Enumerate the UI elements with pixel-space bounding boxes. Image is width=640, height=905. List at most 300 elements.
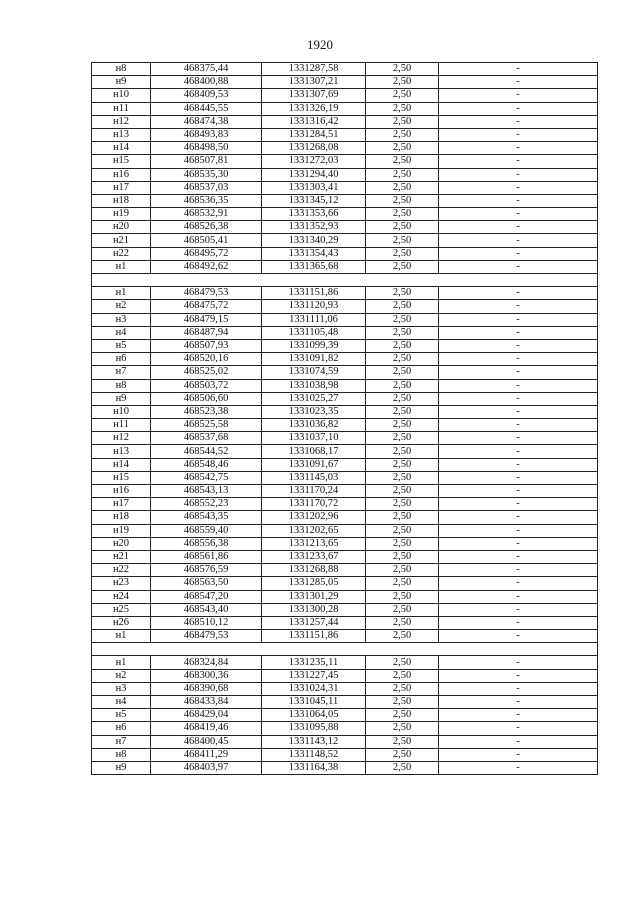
note-cell: - [439,353,598,366]
y-coordinate-cell: 1331068,17 [262,445,366,458]
point-name-cell: н23 [92,577,151,590]
table-row [92,616,598,629]
x-coordinate-cell: 468445,55 [151,102,262,115]
point-name-cell: н20 [92,537,151,550]
note-cell: - [439,709,598,722]
x-coordinate-cell: 468559,40 [151,524,262,537]
table-row [92,287,598,300]
point-name-cell: н8 [92,748,151,761]
point-name-cell: н14 [92,458,151,471]
note-cell: - [439,102,598,115]
x-coordinate-cell: 468493,83 [151,128,262,141]
point-name-cell: н26 [92,616,151,629]
point-name-cell: н17 [92,181,151,194]
y-coordinate-cell: 1331213,65 [262,537,366,550]
accuracy-cell: 2,50 [366,511,439,524]
x-coordinate-cell: 468498,50 [151,142,262,155]
accuracy-cell: 2,50 [366,419,439,432]
y-coordinate-cell: 1331091,82 [262,353,366,366]
table-row [92,550,598,563]
note-cell: - [439,142,598,155]
point-name-cell: н22 [92,247,151,260]
note-cell: - [439,498,598,511]
accuracy-cell: 2,50 [366,366,439,379]
note-cell: - [439,761,598,774]
accuracy-cell: 2,50 [366,76,439,89]
accuracy-cell: 2,50 [366,379,439,392]
point-name-cell: н11 [92,419,151,432]
table-row [92,498,598,511]
accuracy-cell: 2,50 [366,445,439,458]
y-coordinate-cell: 1331045,11 [262,696,366,709]
x-coordinate-cell: 468507,81 [151,155,262,168]
point-name-cell: н20 [92,221,151,234]
x-coordinate-cell: 468520,16 [151,353,262,366]
block-separator-cell [92,274,598,287]
block-separator-row [92,274,598,287]
note-cell: - [439,247,598,260]
note-cell: - [439,616,598,629]
x-coordinate-cell: 468479,53 [151,287,262,300]
note-cell: - [439,194,598,207]
table-row [92,458,598,471]
x-coordinate-cell: 468576,59 [151,564,262,577]
y-coordinate-cell: 1331340,29 [262,234,366,247]
y-coordinate-cell: 1331023,35 [262,405,366,418]
x-coordinate-cell: 468506,60 [151,392,262,405]
accuracy-cell: 2,50 [366,339,439,352]
x-coordinate-cell: 468552,23 [151,498,262,511]
point-name-cell: н12 [92,115,151,128]
point-name-cell: н19 [92,208,151,221]
table-row [92,590,598,603]
y-coordinate-cell: 1331365,68 [262,260,366,273]
table-row [92,419,598,432]
accuracy-cell: 2,50 [366,142,439,155]
point-name-cell: н25 [92,603,151,616]
point-name-cell: н13 [92,445,151,458]
note-cell: - [439,511,598,524]
table-row [92,155,598,168]
y-coordinate-cell: 1331064,05 [262,709,366,722]
y-coordinate-cell: 1331148,52 [262,748,366,761]
accuracy-cell: 2,50 [366,102,439,115]
note-cell: - [439,313,598,326]
y-coordinate-cell: 1331151,86 [262,630,366,643]
y-coordinate-cell: 1331170,72 [262,498,366,511]
table-row [92,761,598,774]
accuracy-cell: 2,50 [366,89,439,102]
note-cell: - [439,432,598,445]
y-coordinate-cell: 1331287,58 [262,63,366,76]
x-coordinate-cell: 468532,91 [151,208,262,221]
accuracy-cell: 2,50 [366,326,439,339]
point-name-cell: н2 [92,300,151,313]
block-separator-row [92,643,598,656]
note-cell: - [439,221,598,234]
accuracy-cell: 2,50 [366,471,439,484]
y-coordinate-cell: 1331202,96 [262,511,366,524]
y-coordinate-cell: 1331235,11 [262,656,366,669]
y-coordinate-cell: 1331143,12 [262,735,366,748]
accuracy-cell: 2,50 [366,550,439,563]
table-row [92,392,598,405]
table-row [92,511,598,524]
point-name-cell: н9 [92,392,151,405]
x-coordinate-cell: 468544,52 [151,445,262,458]
table-row [92,696,598,709]
table-row [92,128,598,141]
accuracy-cell: 2,50 [366,194,439,207]
note-cell: - [439,260,598,273]
point-name-cell: н8 [92,63,151,76]
note-cell: - [439,669,598,682]
y-coordinate-cell: 1331233,67 [262,550,366,563]
point-name-cell: н1 [92,630,151,643]
accuracy-cell: 2,50 [366,603,439,616]
point-name-cell: н9 [92,76,151,89]
table-row [92,735,598,748]
y-coordinate-cell: 1331345,12 [262,194,366,207]
point-name-cell: н3 [92,313,151,326]
note-cell: - [439,564,598,577]
accuracy-cell: 2,50 [366,168,439,181]
x-coordinate-cell: 468525,02 [151,366,262,379]
x-coordinate-cell: 468548,46 [151,458,262,471]
note-cell: - [439,155,598,168]
x-coordinate-cell: 468556,38 [151,537,262,550]
y-coordinate-cell: 1331285,05 [262,577,366,590]
accuracy-cell: 2,50 [366,590,439,603]
accuracy-cell: 2,50 [366,392,439,405]
y-coordinate-cell: 1331294,40 [262,168,366,181]
table-row [92,471,598,484]
accuracy-cell: 2,50 [366,221,439,234]
point-name-cell: н1 [92,287,151,300]
y-coordinate-cell: 1331024,31 [262,682,366,695]
point-name-cell: н1 [92,656,151,669]
x-coordinate-cell: 468390,68 [151,682,262,695]
y-coordinate-cell: 1331164,38 [262,761,366,774]
y-coordinate-cell: 1331272,03 [262,155,366,168]
accuracy-cell: 2,50 [366,616,439,629]
table-row [92,405,598,418]
point-name-cell: н14 [92,142,151,155]
point-name-cell: н19 [92,524,151,537]
y-coordinate-cell: 1331151,86 [262,287,366,300]
coordinates-table [91,62,598,775]
y-coordinate-cell: 1331227,45 [262,669,366,682]
y-coordinate-cell: 1331145,03 [262,471,366,484]
y-coordinate-cell: 1331316,42 [262,115,366,128]
note-cell: - [439,458,598,471]
accuracy-cell: 2,50 [366,669,439,682]
note-cell: - [439,366,598,379]
y-coordinate-cell: 1331303,41 [262,181,366,194]
point-name-cell: н5 [92,709,151,722]
x-coordinate-cell: 468510,12 [151,616,262,629]
accuracy-cell: 2,50 [366,234,439,247]
accuracy-cell: 2,50 [366,722,439,735]
y-coordinate-cell: 1331301,29 [262,590,366,603]
point-name-cell: н8 [92,379,151,392]
y-coordinate-cell: 1331268,08 [262,142,366,155]
y-coordinate-cell: 1331036,82 [262,419,366,432]
table-row [92,432,598,445]
note-cell: - [439,603,598,616]
x-coordinate-cell: 468507,93 [151,339,262,352]
accuracy-cell: 2,50 [366,353,439,366]
y-coordinate-cell: 1331038,98 [262,379,366,392]
table-row [92,537,598,550]
x-coordinate-cell: 468479,15 [151,313,262,326]
point-name-cell: н7 [92,366,151,379]
note-cell: - [439,682,598,695]
y-coordinate-cell: 1331095,88 [262,722,366,735]
accuracy-cell: 2,50 [366,115,439,128]
point-name-cell: н5 [92,339,151,352]
y-coordinate-cell: 1331354,43 [262,247,366,260]
point-name-cell: н6 [92,353,151,366]
point-name-cell: н15 [92,155,151,168]
accuracy-cell: 2,50 [366,313,439,326]
x-coordinate-cell: 468400,45 [151,735,262,748]
accuracy-cell: 2,50 [366,405,439,418]
x-coordinate-cell: 468505,41 [151,234,262,247]
y-coordinate-cell: 1331111,06 [262,313,366,326]
point-name-cell: н21 [92,550,151,563]
note-cell: - [439,379,598,392]
x-coordinate-cell: 468536,35 [151,194,262,207]
note-cell: - [439,656,598,669]
note-cell: - [439,128,598,141]
note-cell: - [439,89,598,102]
point-name-cell: н2 [92,669,151,682]
table-row [92,603,598,616]
block-separator-cell [92,643,598,656]
accuracy-cell: 2,50 [366,432,439,445]
point-name-cell: н10 [92,89,151,102]
x-coordinate-cell: 468503,72 [151,379,262,392]
note-cell: - [439,234,598,247]
table-row [92,445,598,458]
x-coordinate-cell: 468429,04 [151,709,262,722]
table-row [92,339,598,352]
note-cell: - [439,722,598,735]
accuracy-cell: 2,50 [366,287,439,300]
table-row [92,300,598,313]
table-row [92,142,598,155]
coordinates-table-body [92,63,598,775]
x-coordinate-cell: 468561,86 [151,550,262,563]
table-row [92,366,598,379]
note-cell: - [439,537,598,550]
y-coordinate-cell: 1331268,88 [262,564,366,577]
y-coordinate-cell: 1331284,51 [262,128,366,141]
y-coordinate-cell: 1331257,44 [262,616,366,629]
note-cell: - [439,696,598,709]
point-name-cell: н3 [92,682,151,695]
accuracy-cell: 2,50 [366,577,439,590]
x-coordinate-cell: 468433,84 [151,696,262,709]
x-coordinate-cell: 468475,72 [151,300,262,313]
x-coordinate-cell: 468547,20 [151,590,262,603]
note-cell: - [439,208,598,221]
x-coordinate-cell: 468523,38 [151,405,262,418]
x-coordinate-cell: 468543,13 [151,485,262,498]
accuracy-cell: 2,50 [366,748,439,761]
note-cell: - [439,419,598,432]
table-row [92,709,598,722]
point-name-cell: н13 [92,128,151,141]
accuracy-cell: 2,50 [366,155,439,168]
y-coordinate-cell: 1331025,27 [262,392,366,405]
table-row [92,208,598,221]
y-coordinate-cell: 1331120,93 [262,300,366,313]
accuracy-cell: 2,50 [366,696,439,709]
table-row [92,76,598,89]
point-name-cell: н6 [92,722,151,735]
table-row [92,260,598,273]
table-row [92,564,598,577]
y-coordinate-cell: 1331202,65 [262,524,366,537]
x-coordinate-cell: 468542,75 [151,471,262,484]
y-coordinate-cell: 1331105,48 [262,326,366,339]
point-name-cell: н22 [92,564,151,577]
y-coordinate-cell: 1331074,59 [262,366,366,379]
note-cell: - [439,471,598,484]
table-row [92,115,598,128]
table-row [92,313,598,326]
x-coordinate-cell: 468543,40 [151,603,262,616]
x-coordinate-cell: 468535,30 [151,168,262,181]
point-name-cell: н21 [92,234,151,247]
point-name-cell: н24 [92,590,151,603]
x-coordinate-cell: 468411,29 [151,748,262,761]
y-coordinate-cell: 1331307,69 [262,89,366,102]
point-name-cell: н4 [92,326,151,339]
point-name-cell: н18 [92,194,151,207]
x-coordinate-cell: 468474,38 [151,115,262,128]
note-cell: - [439,590,598,603]
x-coordinate-cell: 468537,03 [151,181,262,194]
note-cell: - [439,485,598,498]
x-coordinate-cell: 468479,53 [151,630,262,643]
y-coordinate-cell: 1331326,19 [262,102,366,115]
x-coordinate-cell: 468537,68 [151,432,262,445]
point-name-cell: н4 [92,696,151,709]
table-row [92,234,598,247]
table-row [92,577,598,590]
table-row [92,630,598,643]
point-name-cell: н17 [92,498,151,511]
accuracy-cell: 2,50 [366,247,439,260]
x-coordinate-cell: 468495,72 [151,247,262,260]
accuracy-cell: 2,50 [366,208,439,221]
note-cell: - [439,168,598,181]
point-name-cell: н16 [92,485,151,498]
table-row [92,89,598,102]
note-cell: - [439,339,598,352]
accuracy-cell: 2,50 [366,656,439,669]
x-coordinate-cell: 468375,44 [151,63,262,76]
note-cell: - [439,748,598,761]
table-row [92,669,598,682]
table-row [92,326,598,339]
y-coordinate-cell: 1331037,10 [262,432,366,445]
y-coordinate-cell: 1331353,66 [262,208,366,221]
y-coordinate-cell: 1331352,93 [262,221,366,234]
note-cell: - [439,115,598,128]
table-row [92,63,598,76]
table-row [92,524,598,537]
table-row [92,485,598,498]
x-coordinate-cell: 468324,84 [151,656,262,669]
accuracy-cell: 2,50 [366,630,439,643]
accuracy-cell: 2,50 [366,682,439,695]
accuracy-cell: 2,50 [366,761,439,774]
table-row [92,168,598,181]
accuracy-cell: 2,50 [366,485,439,498]
accuracy-cell: 2,50 [366,458,439,471]
page-number: 1920 [307,37,333,52]
note-cell: - [439,63,598,76]
table-row [92,194,598,207]
y-coordinate-cell: 1331091,67 [262,458,366,471]
x-coordinate-cell: 468403,97 [151,761,262,774]
point-name-cell: н18 [92,511,151,524]
point-name-cell: н9 [92,761,151,774]
point-name-cell: н7 [92,735,151,748]
note-cell: - [439,630,598,643]
accuracy-cell: 2,50 [366,63,439,76]
point-name-cell: н1 [92,260,151,273]
table-row [92,722,598,735]
y-coordinate-cell: 1331099,39 [262,339,366,352]
note-cell: - [439,181,598,194]
point-name-cell: н16 [92,168,151,181]
note-cell: - [439,326,598,339]
note-cell: - [439,300,598,313]
note-cell: - [439,524,598,537]
x-coordinate-cell: 468409,53 [151,89,262,102]
accuracy-cell: 2,50 [366,181,439,194]
point-name-cell: н10 [92,405,151,418]
accuracy-cell: 2,50 [366,564,439,577]
x-coordinate-cell: 468525,58 [151,419,262,432]
note-cell: - [439,550,598,563]
note-cell: - [439,287,598,300]
note-cell: - [439,577,598,590]
note-cell: - [439,735,598,748]
table-row [92,102,598,115]
point-name-cell: н15 [92,471,151,484]
table-row [92,353,598,366]
point-name-cell: н12 [92,432,151,445]
accuracy-cell: 2,50 [366,128,439,141]
accuracy-cell: 2,50 [366,709,439,722]
table-row [92,221,598,234]
accuracy-cell: 2,50 [366,735,439,748]
x-coordinate-cell: 468419,46 [151,722,262,735]
x-coordinate-cell: 468300,36 [151,669,262,682]
table-row [92,748,598,761]
x-coordinate-cell: 468487,94 [151,326,262,339]
accuracy-cell: 2,50 [366,524,439,537]
point-name-cell: н11 [92,102,151,115]
note-cell: - [439,445,598,458]
table-row [92,682,598,695]
